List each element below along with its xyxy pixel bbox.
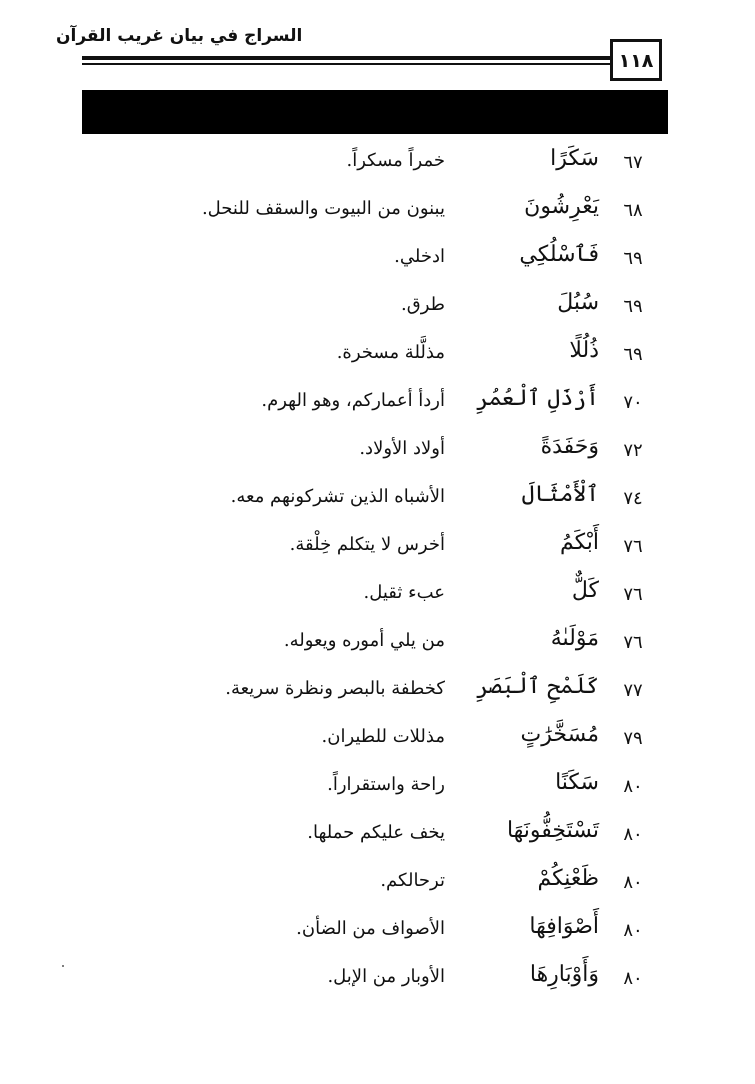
- quran-word: وَحَفَدَةً: [540, 434, 599, 459]
- quran-word: سَكَنًا: [555, 770, 599, 795]
- verse-number: ٧٠: [623, 392, 643, 413]
- verse-number: ٦٩: [623, 344, 643, 365]
- glossary-row: [0, 140, 755, 188]
- glossary-row: [0, 284, 755, 332]
- quran-word: وَأَوْبَارِهَا: [529, 962, 599, 987]
- word-meaning: عبء ثقيل.: [363, 582, 445, 603]
- header-black-band: [82, 90, 668, 134]
- quran-word: مَوْلَىٰهُ: [550, 626, 599, 651]
- quran-word: ظَعْنِكُمْ: [537, 866, 599, 891]
- word-meaning: ترحالكم.: [380, 870, 445, 891]
- glossary-row: [0, 812, 755, 860]
- verse-number: ٦٩: [623, 296, 643, 317]
- verse-number: ٨٠: [623, 968, 643, 989]
- glossary-row: [0, 956, 755, 1004]
- glossary-row: [0, 332, 755, 380]
- word-meaning: يبنون من البيوت والسقف للنحل.: [201, 198, 445, 219]
- glossary-row: [0, 668, 755, 716]
- word-meaning: يخف عليكم حملها.: [307, 822, 445, 843]
- word-meaning: أخرس لا يتكلم خِلْقة.: [289, 534, 445, 555]
- verse-number: ٧٦: [623, 632, 643, 653]
- verse-number: ٨٠: [623, 920, 643, 941]
- glossary-row: [0, 428, 755, 476]
- quran-word: فَٱسْلُكِي: [519, 242, 599, 267]
- verse-number: ٨٠: [623, 824, 643, 845]
- page-number: ١١٨: [610, 39, 662, 81]
- glossary-row: [0, 620, 755, 668]
- word-meaning: أردأ أعماركم، وهو الهرم.: [261, 390, 445, 411]
- word-meaning: راحة واستقراراً.: [327, 774, 445, 795]
- quran-word: أَبْكَمُ: [559, 530, 599, 555]
- word-meaning: خمراً مسكراً.: [346, 150, 445, 171]
- word-meaning: الأوبار من الإبل.: [327, 966, 445, 987]
- scan-speck: [62, 965, 64, 967]
- glossary-row: [0, 236, 755, 284]
- quran-word: تَسْتَخِفُّونَهَا: [506, 818, 599, 843]
- verse-number: ٦٩: [623, 248, 643, 269]
- word-meaning: مذلَّلة مسخرة.: [336, 342, 445, 363]
- verse-number: ٨٠: [623, 872, 643, 893]
- word-meaning: طرق.: [401, 294, 445, 315]
- header-rule-thin: [82, 63, 610, 65]
- verse-number: ٨٠: [623, 776, 643, 797]
- glossary-row: [0, 476, 755, 524]
- quran-word: سَكَرًا: [550, 146, 599, 171]
- book-title: [56, 26, 306, 46]
- header-rule-thick: [82, 56, 610, 60]
- word-meaning: الأصواف من الضأن.: [296, 918, 445, 939]
- quran-word: مُسَخَّرَٰتٍ: [520, 722, 599, 747]
- quran-word: سُبُلَ: [557, 290, 599, 315]
- glossary-row: [0, 572, 755, 620]
- quran-word: ذُلُلًا: [569, 338, 599, 363]
- glossary-row: [0, 380, 755, 428]
- word-meaning: ادخلي.: [394, 246, 445, 267]
- glossary-row: [0, 716, 755, 764]
- glossary-row: [0, 764, 755, 812]
- word-meaning: أولاد الأولاد.: [359, 438, 445, 459]
- verse-number: ٦٧: [623, 152, 643, 173]
- word-meaning: الأشباه الذين تشركونهم معه.: [230, 486, 445, 507]
- glossary-row: [0, 860, 755, 908]
- book-title-text: السراج في بيان غريب القرآن: [56, 26, 303, 46]
- quran-word: أَرْذَلِ ٱلْعُمُرِ: [475, 386, 599, 411]
- verse-number: ٧٦: [623, 536, 643, 557]
- glossary-row: [0, 908, 755, 956]
- glossary-row: [0, 524, 755, 572]
- quran-word: كَلٌّ: [571, 578, 599, 603]
- verse-number: ٧٦: [623, 584, 643, 605]
- word-meaning: كخطفة بالبصر ونظرة سريعة.: [225, 678, 445, 699]
- verse-number: ٧٧: [623, 680, 643, 701]
- quran-word: ٱلْأَمْثَالَ: [521, 482, 599, 507]
- verse-number: ٧٤: [623, 488, 643, 509]
- glossary-row: [0, 188, 755, 236]
- word-meaning: من يلي أموره ويعوله.: [283, 630, 445, 651]
- quran-word: يَعْرِشُونَ: [524, 194, 599, 219]
- verse-number: ٧٩: [623, 728, 643, 749]
- quran-word: أَصْوَافِهَا: [529, 914, 599, 939]
- word-meaning: مذللات للطيران.: [321, 726, 445, 747]
- quran-word: كَلَمْحِ ٱلْبَصَرِ: [475, 674, 599, 699]
- verse-number: ٦٨: [623, 200, 643, 221]
- verse-number: ٧٢: [623, 440, 643, 461]
